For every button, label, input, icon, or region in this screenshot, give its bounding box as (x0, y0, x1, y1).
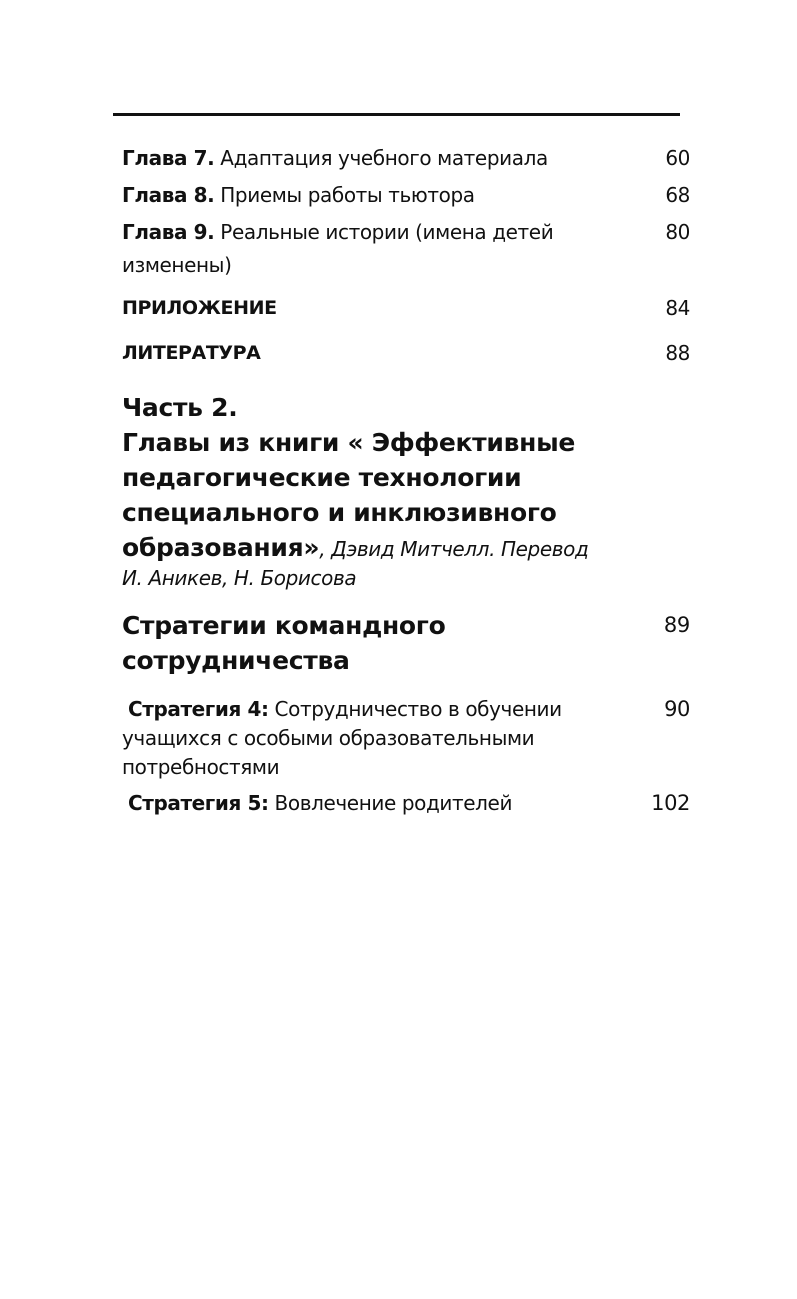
entry-title: Сотрудничество в обучении учащихся с особыми образовательными потребностями (122, 697, 562, 779)
page-number: 84 (665, 296, 690, 320)
entry-label: Глава 9. (122, 220, 215, 244)
entry-title: Приемы работы тьютора (214, 183, 475, 207)
toc-entry-literature[interactable] (122, 337, 690, 370)
entry-label: Стратегия 4: (127, 697, 269, 721)
page-number: 68 (665, 183, 690, 207)
entry-title: Вовлечение родителей (268, 791, 513, 815)
entry-title: Адаптация учебного материала (214, 146, 548, 170)
section-title: Стратегии командного сотрудничества (122, 611, 446, 675)
entry-text (122, 179, 622, 212)
toc-entry-chapter-8[interactable] (122, 179, 690, 212)
entry-title: ПРИЛОЖЕНИЕ (122, 297, 277, 319)
entry-label: Глава 7. (122, 146, 215, 170)
entry-text (122, 789, 602, 818)
page-number: 90 (664, 697, 690, 721)
part-2-title-line (122, 425, 682, 567)
page-number: 102 (651, 791, 690, 815)
entry-text (122, 695, 602, 782)
part-2-translators: И. Аникев, Н. Борисова (122, 566, 357, 590)
page-number: 89 (663, 613, 690, 637)
entry-label: Глава 8. (122, 183, 215, 207)
top-rule (113, 113, 680, 116)
entry-text (122, 216, 592, 282)
entry-title: Реальные истории (имена детей изменены) (122, 220, 554, 277)
entry-label: Стратегия 5: (127, 791, 269, 815)
part-2-label: Часть 2. (122, 393, 238, 422)
page-number: 80 (665, 220, 690, 244)
part-2-title: Главы из книги « Эффективные педагогические технологии специального и инклюзивного образования» (122, 428, 576, 562)
toc-entry-chapter-7[interactable] (122, 142, 690, 175)
part-2-author: , Дэвид Митчелл. Перевод (319, 537, 589, 561)
page-number: 88 (665, 341, 690, 365)
part-2-heading (122, 390, 682, 567)
toc-entry-team-strategies[interactable] (122, 608, 690, 678)
toc-entry-strategy-4[interactable] (122, 695, 690, 782)
toc-entry-strategy-5[interactable] (122, 789, 690, 818)
toc-entry-appendix[interactable] (122, 292, 690, 325)
page-number: 60 (665, 146, 690, 170)
entry-title: ЛИТЕРАТУРА (122, 342, 261, 364)
toc-entry-chapter-9[interactable] (122, 216, 690, 282)
entry-text (122, 142, 622, 175)
